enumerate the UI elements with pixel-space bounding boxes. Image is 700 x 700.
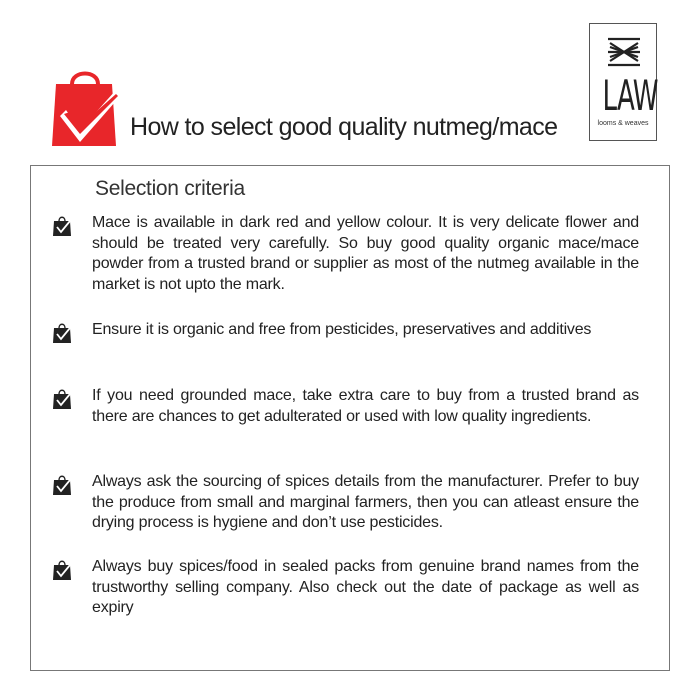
criteria-text: If you need grounded mace, take extra care to buy from a trusted brand as there are chances to get adulterated or used with low quality ingredients. <box>92 387 639 425</box>
bag-check-icon <box>53 474 71 495</box>
logo-tagline: looms & weaves <box>597 120 649 127</box>
page-title: How to select good quality nutmeg/mace <box>130 113 558 141</box>
selection-criteria-panel <box>30 165 670 671</box>
brand-logo <box>589 23 657 141</box>
bag-check-icon <box>53 322 71 343</box>
criteria-text: Mace is available in dark red and yellow colour. It is very delicate flower and should be treated very carefully. So buy good quality organic mace/mace powder from a trusted brand or supplier as most of the nutmeg available in the market is not upto the mark. <box>92 214 639 293</box>
bag-check-icon <box>53 215 71 236</box>
bag-check-icon <box>53 388 71 409</box>
shopping-bag-check-icon <box>50 64 122 148</box>
criteria-text: Ensure it is organic and free from pesticides, preservatives and additives <box>92 321 592 338</box>
woven-lines-icon <box>607 36 641 68</box>
criteria-text: Always ask the sourcing of spices details from the manufacturer. Prefer to buy the produce from small and marginal farmers, then you can atleast ensure the drying process is hygiene and don’t use pesticides. <box>92 473 639 531</box>
criteria-text: Always buy spices/food in sealed packs from genuine brand names from the trustworthy selling company. Also check out the date of package as well as expiry <box>92 558 639 616</box>
bag-check-icon <box>53 559 71 580</box>
logo-wordmark: LAW <box>602 71 658 120</box>
section-heading: Selection criteria <box>95 177 245 200</box>
